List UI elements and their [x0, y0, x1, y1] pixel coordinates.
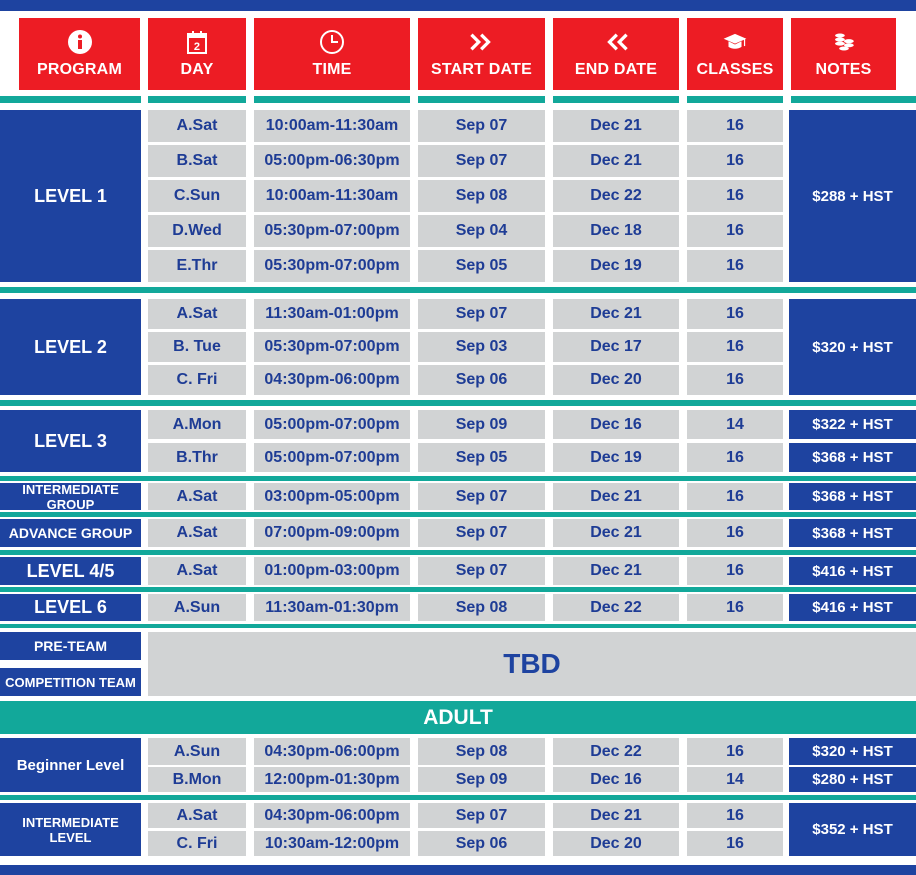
time-cell: 12:00pm-01:30pm	[254, 767, 410, 792]
time-cell: 01:00pm-03:00pm	[254, 557, 410, 585]
start-date-cell: Sep 03	[418, 332, 545, 362]
classes-cell: 16	[687, 299, 783, 329]
bottom-border	[0, 865, 916, 875]
header-classes	[687, 18, 783, 90]
divider	[791, 96, 916, 103]
time-cell: 10:00am-11:30am	[254, 180, 410, 212]
end-date-cell: Dec 19	[553, 443, 679, 472]
time-cell: 04:30pm-06:00pm	[254, 738, 410, 765]
day-cell: A.Sat	[148, 110, 246, 142]
divider	[0, 512, 916, 517]
note-cell: $322 + HST	[789, 410, 916, 439]
time-cell: 04:30pm-06:00pm	[254, 365, 410, 395]
day-cell: E.Thr	[148, 250, 246, 282]
day-cell: A.Sun	[148, 738, 246, 765]
start-date-cell: Sep 06	[418, 365, 545, 395]
time-cell: 10:30am-12:00pm	[254, 831, 410, 856]
classes-cell: 16	[687, 145, 783, 177]
start-date-cell: Sep 08	[418, 180, 545, 212]
note-intermediate-level: $352 + HST	[789, 803, 916, 856]
end-date-cell: Dec 22	[553, 180, 679, 212]
time-cell: 05:00pm-07:00pm	[254, 443, 410, 472]
time-cell: 05:30pm-07:00pm	[254, 332, 410, 362]
day-cell: A.Sat	[148, 519, 246, 547]
day-cell: C.Sun	[148, 180, 246, 212]
classes-cell: 16	[687, 332, 783, 362]
end-date-cell: Dec 20	[553, 831, 679, 856]
divider	[0, 96, 141, 103]
end-date-cell: Dec 22	[553, 594, 679, 621]
time-cell: 04:30pm-06:00pm	[254, 803, 410, 828]
start-date-cell: Sep 07	[418, 145, 545, 177]
note-cell: $416 + HST	[789, 594, 916, 621]
end-date-cell: Dec 21	[553, 803, 679, 828]
program-pre-team: PRE-TEAM	[0, 632, 141, 660]
header-end-date-label: END DATE	[574, 61, 658, 78]
note-cell: $368 + HST	[789, 483, 916, 510]
classes-cell: 14	[687, 767, 783, 792]
program-intermediate-group: INTERMEDIATE GROUP	[0, 483, 141, 510]
classes-cell: 16	[687, 803, 783, 828]
header-start-date	[418, 18, 545, 90]
day-cell: B. Tue	[148, 332, 246, 362]
classes-cell: 16	[687, 365, 783, 395]
note-cell: $280 + HST	[789, 767, 916, 792]
classes-cell: 14	[687, 410, 783, 439]
header-start-date-label: START DATE	[431, 61, 532, 78]
day-cell: B.Sat	[148, 145, 246, 177]
divider	[0, 476, 916, 481]
start-date-cell: Sep 04	[418, 215, 545, 247]
classes-cell: 16	[687, 738, 783, 765]
note-cell: $416 + HST	[789, 557, 916, 585]
day-cell: C. Fri	[148, 365, 246, 395]
program-level-1: LEVEL 1	[0, 110, 141, 282]
top-border	[0, 0, 916, 11]
classes-cell: 16	[687, 250, 783, 282]
program-level-2: LEVEL 2	[0, 299, 141, 395]
coins-icon	[831, 29, 857, 55]
day-cell: A.Sat	[148, 299, 246, 329]
header-program-label: PROGRAM	[37, 61, 122, 78]
header-day	[148, 18, 246, 90]
day-cell: B.Mon	[148, 767, 246, 792]
start-date-cell: Sep 07	[418, 483, 545, 510]
start-date-cell: Sep 07	[418, 519, 545, 547]
tbd-banner: TBD	[148, 632, 916, 696]
divider	[0, 624, 916, 628]
classes-cell: 16	[687, 557, 783, 585]
header-notes-label: NOTES	[815, 61, 872, 78]
start-date-cell: Sep 06	[418, 831, 545, 856]
adult-section-header: ADULT	[0, 701, 916, 734]
note-level-1: $288 + HST	[789, 110, 916, 282]
classes-cell: 16	[687, 519, 783, 547]
program-intermediate-level: INTERMEDIATE LEVEL	[0, 803, 141, 856]
rewind-icon	[603, 29, 629, 55]
fast-forward-icon	[469, 29, 495, 55]
day-cell: A.Sat	[148, 483, 246, 510]
program-advance-group: ADVANCE GROUP	[0, 519, 141, 547]
end-date-cell: Dec 16	[553, 410, 679, 439]
end-date-cell: Dec 19	[553, 250, 679, 282]
end-date-cell: Dec 18	[553, 215, 679, 247]
end-date-cell: Dec 20	[553, 365, 679, 395]
time-cell: 05:30pm-07:00pm	[254, 250, 410, 282]
start-date-cell: Sep 05	[418, 443, 545, 472]
program-level-3: LEVEL 3	[0, 410, 141, 472]
end-date-cell: Dec 21	[553, 483, 679, 510]
day-cell: A.Sun	[148, 594, 246, 621]
time-cell: 10:00am-11:30am	[254, 110, 410, 142]
end-date-cell: Dec 16	[553, 767, 679, 792]
start-date-cell: Sep 09	[418, 410, 545, 439]
end-date-cell: Dec 21	[553, 519, 679, 547]
divider	[0, 550, 916, 555]
program-beginner-level: Beginner Level	[0, 738, 141, 792]
divider	[418, 96, 545, 103]
classes-cell: 16	[687, 831, 783, 856]
start-date-cell: Sep 07	[418, 803, 545, 828]
start-date-cell: Sep 08	[418, 738, 545, 765]
header-time-label: TIME	[312, 61, 352, 78]
clock-icon	[319, 29, 345, 55]
time-cell: 11:30am-01:30pm	[254, 594, 410, 621]
header-classes-label: CLASSES	[696, 61, 774, 78]
classes-cell: 16	[687, 483, 783, 510]
day-cell: A.Mon	[148, 410, 246, 439]
header-time	[254, 18, 410, 90]
classes-cell: 16	[687, 215, 783, 247]
header-end-date	[553, 18, 679, 90]
divider	[254, 96, 410, 103]
divider	[0, 287, 916, 293]
divider	[553, 96, 679, 103]
classes-cell: 16	[687, 443, 783, 472]
start-date-cell: Sep 07	[418, 299, 545, 329]
time-cell: 03:00pm-05:00pm	[254, 483, 410, 510]
classes-cell: 16	[687, 594, 783, 621]
start-date-cell: Sep 08	[418, 594, 545, 621]
start-date-cell: Sep 05	[418, 250, 545, 282]
divider	[0, 400, 916, 406]
header-notes	[791, 18, 896, 90]
day-cell: B.Thr	[148, 443, 246, 472]
header-program	[19, 18, 140, 90]
time-cell: 07:00pm-09:00pm	[254, 519, 410, 547]
end-date-cell: Dec 17	[553, 332, 679, 362]
divider	[0, 587, 916, 592]
program-level-4-5: LEVEL 4/5	[0, 557, 141, 585]
time-cell: 05:30pm-07:00pm	[254, 215, 410, 247]
divider	[0, 795, 916, 800]
end-date-cell: Dec 21	[553, 557, 679, 585]
time-cell: 05:00pm-06:30pm	[254, 145, 410, 177]
calendar-day-number: 2	[193, 41, 201, 53]
graduation-cap-icon	[722, 29, 748, 55]
divider	[687, 96, 783, 103]
classes-cell: 16	[687, 180, 783, 212]
note-cell: $368 + HST	[789, 519, 916, 547]
divider	[148, 96, 246, 103]
start-date-cell: Sep 09	[418, 767, 545, 792]
day-cell: C. Fri	[148, 831, 246, 856]
header-day-label: DAY	[180, 61, 214, 78]
info-icon	[67, 29, 93, 55]
end-date-cell: Dec 21	[553, 110, 679, 142]
calendar-icon	[184, 29, 210, 55]
classes-cell: 16	[687, 110, 783, 142]
day-cell: A.Sat	[148, 557, 246, 585]
note-level-2: $320 + HST	[789, 299, 916, 395]
time-cell: 11:30am-01:00pm	[254, 299, 410, 329]
time-cell: 05:00pm-07:00pm	[254, 410, 410, 439]
program-level-6: LEVEL 6	[0, 594, 141, 621]
note-cell: $368 + HST	[789, 443, 916, 472]
end-date-cell: Dec 21	[553, 299, 679, 329]
end-date-cell: Dec 21	[553, 145, 679, 177]
start-date-cell: Sep 07	[418, 110, 545, 142]
day-cell: D.Wed	[148, 215, 246, 247]
note-cell: $320 + HST	[789, 738, 916, 765]
day-cell: A.Sat	[148, 803, 246, 828]
start-date-cell: Sep 07	[418, 557, 545, 585]
program-competition-team: COMPETITION TEAM	[0, 668, 141, 696]
end-date-cell: Dec 22	[553, 738, 679, 765]
